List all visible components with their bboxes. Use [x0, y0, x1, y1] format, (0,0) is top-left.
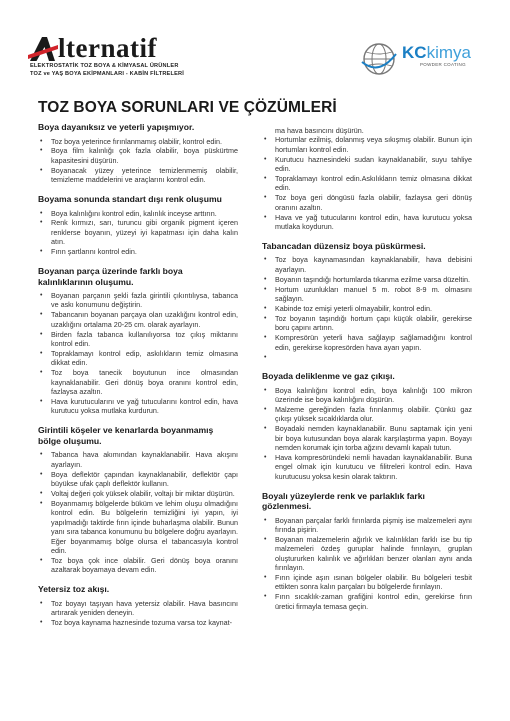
problem-section	[38, 266, 238, 416]
section-heading: Boyalı yüzeylerde renk ve parlaklık farkı gözlenmesi.	[262, 490, 425, 512]
solution-item: • Birden fazla tabanca kullanılıyorsa toz çıkış miktarını kontrol edin.	[38, 330, 238, 349]
problem-section	[38, 122, 238, 185]
solution-item: • Toz boya çok ince olabilir. Geri dönüş boya oranını azaltarak boyamaya devam edin.	[38, 556, 238, 575]
solution-item: • Malzeme gereğinden fazla fırınlanmış olabilir. Çünkü gaz çıkışı yüksek sıcaklıklarda olur.	[262, 405, 472, 424]
section-gap	[262, 482, 472, 491]
solution-item: • Toz boya tanecik boyutunun ince olmasından kaynaklanabilir. Geri dönüş boya oranını kontrol edin, fazlaysa azaltın.	[38, 368, 238, 396]
problem-section	[262, 241, 472, 362]
kimya-brand-part: kimya	[426, 43, 471, 62]
problem-section	[262, 135, 472, 231]
alternatif-logo-icon	[28, 36, 58, 62]
solution-item: • Renk kırmızı, sarı, turuncu gibi organik pigment içeren renklerse boyanın, yüzeyi iyi kapatması için daha kalın atın.	[38, 218, 238, 246]
solution-list	[262, 386, 472, 482]
section-heading: Boyama sonunda standart dışı renk oluşumu	[38, 194, 222, 205]
left-column	[38, 122, 238, 628]
kc-kimya-brand	[402, 44, 471, 62]
logo-subtitle-equipment: TOZ ve YAŞ BOYA EKİPMANLARI - KABİN FİLTRELERİ	[30, 71, 185, 77]
section-gap	[38, 257, 238, 266]
solution-list	[38, 209, 238, 257]
solution-item: • Hava ve yağ tutucularını kontrol edin, hava kurutucu yoksa mutlaka koydurun.	[262, 213, 472, 232]
right-column	[262, 126, 472, 612]
solution-item: • Kurutucu haznesindeki sudan kaynaklanabilir, suyu tahliye edin.	[262, 155, 472, 174]
solution-list	[38, 450, 238, 574]
solution-list	[38, 599, 238, 628]
section-gap	[262, 232, 472, 241]
solution-list	[262, 135, 472, 231]
section-heading: Boyanan parça üzerinde farklı boya kalınlıklarının oluşumu.	[38, 266, 183, 287]
logo-subtitle-products: ELEKTROSTATİK TOZ BOYA & KİMYASAL ÜRÜNLER	[30, 63, 179, 69]
solution-item: • Toz boyanın taşındığı hortum çapı küçük olabilir, gerekirse boru çapını artırın.	[262, 314, 472, 333]
solution-item: • Hortum uzunlukları manuel 5 m. robot 8-9 m. olmasını sağlayın.	[262, 285, 472, 304]
solution-list	[38, 137, 238, 185]
solution-item: • Toz boya geri döngüsü fazla olabilir, fazlaysa geri dönüş oranını azaltın.	[262, 193, 472, 212]
solution-item: • Fırın şartlarını kontrol edin.	[38, 247, 238, 256]
kc-kimya-globe-icon	[360, 40, 398, 78]
solution-item: • Boyadaki nemden kaynaklanabilir. Bunu saptamak için yeni bir boya kutusundan boya alarak karşılaştırma yapın. Boyayı nemden korumak için torba ağzını devamlı kapalı tutun.	[262, 424, 472, 452]
continued-text: ma hava basıncını düşürün.	[275, 126, 364, 135]
page-title: TOZ BOYA SORUNLARI VE ÇÖZÜMLERİ	[38, 99, 337, 116]
solution-item: • Boyanmamış bölgelerde büküm ve lehim oluşu olmadığını kontrol edin. Bu bölgelerin temizliğini iyi yapın, iyi yapılmadığı taktirde fırın içinde buharlaşma olabilir. Bunun yanı sıra tabanca konumunu bu bölgelere doğru ayarlayın. Eğer boyanmamış bölge olursa el tabancasıyla kontrol edin.	[38, 499, 238, 555]
section-heading: Tabancadan düzensiz boya püskürmesi.	[262, 240, 426, 251]
solution-list	[262, 516, 472, 612]
solution-item: • Boyanan parçanın şekli fazla girintili çıkıntılıysa, tabanca ve askı konumunu değiştirin.	[38, 291, 238, 310]
solution-item: • Boya kalınlığını kontrol edin, boya kalınlığı 100 mikron üzerinde ise boya kalınlığını düşürün.	[262, 386, 472, 405]
solution-item: • Tabancanın boyanan parçaya olan uzaklığını kontrol edin, uzaklığını ortalama 20-25 cm. olarak ayarlayın.	[38, 310, 238, 329]
alternatif-logo-text: lternatif	[58, 33, 157, 63]
solution-list	[262, 255, 472, 361]
section-heading: Boya dayanıksız ve yeterli yapışmıyor.	[38, 122, 195, 132]
solution-item: • Toz boya kaynama haznesinde tozuma varsa toz kaynat-	[38, 618, 238, 627]
solution-item: • Boyanacak yüzey yeterince temizlenmemiş olabilir, temizleme maddelerini ve araçlarını kontrol edin.	[38, 166, 238, 185]
solution-item: • Boyanan parçalar farklı fırınlarda pişmiş ise malzemeleri aynı fırında pişirin.	[262, 516, 472, 535]
solution-item: • Hortumlar ezilmiş, dolanmış veya sıkışmış olabilir. Bunun için hortumları kontrol edin.	[262, 135, 472, 154]
solution-item: • Toz boya yeterince fırınlanmamış olabilir, kontrol edin.	[38, 137, 238, 146]
solution-item: • Hava kurutucularını ve yağ tutucularını kontrol edin, hava kurutucu yoksa mutlaka kurdurun.	[38, 397, 238, 416]
section-gap	[38, 416, 238, 425]
solution-item: • Boya kalınlığını kontrol edin, kalınlık inceyse arttırın.	[38, 209, 238, 218]
solution-item: • Toz boyayı taşıyan hava yetersiz olabilir. Hava basıncını artırarak yeniden deneyin.	[38, 599, 238, 618]
solution-item: • Topraklamayı kontrol edin.Askılıkların temiz olmasına dikkat edin.	[262, 174, 472, 193]
problem-section	[262, 371, 472, 481]
solution-item: • Toz boya kaynamasından kaynaklanabilir, hava debisini ayarlayın.	[262, 255, 472, 274]
problem-section	[262, 491, 472, 612]
section-heading: Boyada deliklenme ve gaz çıkışı.	[262, 371, 395, 382]
solution-item: • Kabinde toz emişi yeterli olmayabilir, kontrol edin.	[262, 304, 472, 313]
section-gap	[262, 362, 472, 371]
kc-brand-part: KC	[402, 43, 427, 62]
section-heading: Girintili köşeler ve kenarlarda boyanmamış bölge oluşumu.	[38, 425, 214, 446]
problem-section	[38, 425, 238, 574]
problem-section	[38, 584, 238, 627]
solution-item: • Kompresörün yeterli hava sağlayıp sağlamadığını kontrol edin, gerekirse kopresörden hava ayarı yapın.	[262, 333, 472, 352]
section-gap	[38, 185, 238, 194]
solution-item	[262, 353, 472, 362]
solution-item: • Hava kompresöründeki nemli havadan kaynaklanabilir. Buna engel olmak için kurutucu ve filitreleri kontrol edin. Hava kurutucusu yoksa kesin olarak taktırın.	[262, 453, 472, 481]
solution-list	[38, 291, 238, 416]
solution-item: • Fırın sıcaklık-zaman grafiğini kontrol edin, gerekirse fırın üretici firmayla temasa geçin.	[262, 592, 472, 611]
solution-item: • Voltaj değeri çok yüksek olabilir, voltajı bir miktar düşürün.	[38, 489, 238, 498]
kc-tagline: POWDER COATING	[420, 62, 466, 67]
solution-item: • Boyanan malzemelerin ağırlık ve kalınlıkları farklı ise bu tip malzemeleri özdeş guruplar halinde fırınlayın, gruplan oluştururken kalınlık ve ağırlıkları benzer olanları aynı anda fırınlayın.	[262, 535, 472, 573]
solution-item: • Boya deflektör çapından kaynaklanabilir, deflektör çapı büyükse ufak çaplı deflektör kullanın.	[38, 470, 238, 489]
solution-item: • Tabanca hava akımından kaynaklanabilir. Hava akışını ayarlayın.	[38, 450, 238, 469]
page-header	[0, 0, 510, 96]
solution-item: • Boya film kalınlığı çok fazla olabilir, boya püskürtme kapasitesini düşürün.	[38, 146, 238, 165]
section-heading: Yetersiz toz akışı.	[38, 584, 110, 595]
section-gap	[38, 575, 238, 584]
solution-item: • Fırın içinde aşırı ısınan bölgeler olabilir. Bu bölgeleri tesbit ettikten sonra kalın parçaları bu bölgelerde fırınlayın.	[262, 573, 472, 592]
solution-item: • Topraklamayı kontrol edip, askılıkların temiz olmasına dikkat edin.	[38, 349, 238, 368]
problem-section	[38, 194, 238, 257]
solution-item: • Boyanın taşındığı hortumlarda tıkanma ezilme varsa düzeltin.	[262, 275, 472, 284]
